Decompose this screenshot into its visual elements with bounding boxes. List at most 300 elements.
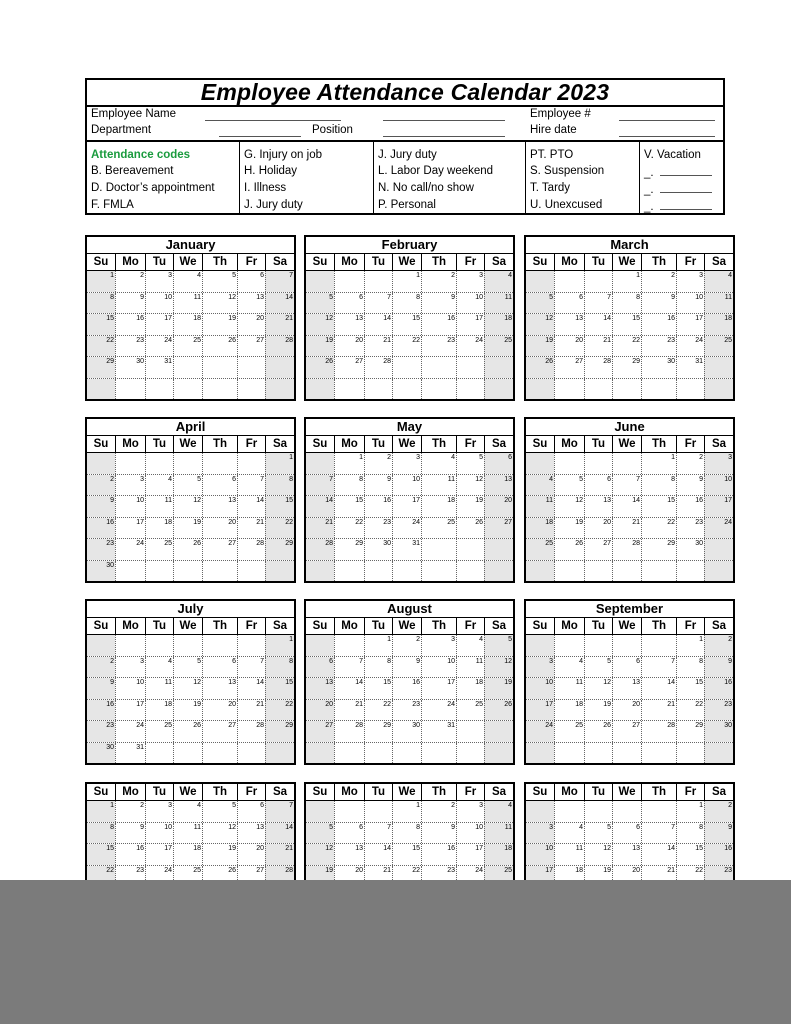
day-cell[interactable]: 20 — [612, 700, 641, 721]
day-cell[interactable]: 24 — [421, 700, 456, 721]
day-cell[interactable] — [456, 743, 484, 764]
day-cell[interactable] — [554, 635, 584, 656]
weekend-day-cell[interactable]: 2 — [87, 475, 115, 496]
weekend-day-cell[interactable] — [306, 743, 334, 764]
weekend-day-cell[interactable]: 22 — [87, 336, 115, 357]
day-cell[interactable]: 3 — [115, 657, 145, 678]
day-cell[interactable]: 16 — [676, 496, 704, 517]
day-cell[interactable]: 23 — [676, 518, 704, 539]
day-cell[interactable]: 20 — [202, 700, 237, 721]
day-cell[interactable]: 19 — [173, 700, 202, 721]
day-cell[interactable]: 25 — [145, 721, 173, 742]
day-cell[interactable]: 21 — [237, 700, 265, 721]
day-cell[interactable]: 13 — [554, 314, 584, 335]
day-cell[interactable]: 10 — [456, 823, 484, 844]
day-cell[interactable] — [612, 453, 641, 474]
day-cell[interactable] — [237, 635, 265, 656]
day-cell[interactable]: 2 — [676, 453, 704, 474]
day-cell[interactable]: 12 — [202, 293, 237, 314]
day-cell[interactable]: 27 — [554, 357, 584, 378]
weekend-day-cell[interactable]: 7 — [306, 475, 334, 496]
weekend-day-cell[interactable] — [265, 743, 294, 764]
day-cell[interactable]: 18 — [145, 518, 173, 539]
day-cell[interactable]: 31 — [421, 721, 456, 742]
day-cell[interactable]: 16 — [641, 314, 676, 335]
day-cell[interactable]: 25 — [145, 539, 173, 560]
weekend-day-cell[interactable]: 18 — [704, 314, 733, 335]
weekend-day-cell[interactable]: 20 — [484, 496, 513, 517]
weekend-day-cell[interactable]: 22 — [87, 866, 115, 887]
day-cell[interactable] — [145, 561, 173, 582]
day-cell[interactable]: 6 — [612, 657, 641, 678]
day-cell[interactable]: 3 — [115, 475, 145, 496]
day-cell[interactable] — [237, 379, 265, 400]
day-cell[interactable]: 13 — [334, 314, 364, 335]
day-cell[interactable]: 8 — [364, 657, 392, 678]
weekend-day-cell[interactable] — [526, 561, 554, 582]
weekend-day-cell[interactable]: 9 — [704, 657, 733, 678]
weekend-day-cell[interactable]: 27 — [484, 518, 513, 539]
day-cell[interactable]: 10 — [456, 293, 484, 314]
day-cell[interactable] — [641, 743, 676, 764]
weekend-day-cell[interactable]: 4 — [484, 801, 513, 822]
day-cell[interactable] — [421, 539, 456, 560]
day-cell[interactable]: 21 — [641, 866, 676, 887]
weekend-day-cell[interactable]: 9 — [704, 823, 733, 844]
day-cell[interactable]: 17 — [456, 314, 484, 335]
day-cell[interactable]: 19 — [202, 314, 237, 335]
day-cell[interactable]: 19 — [554, 518, 584, 539]
weekend-day-cell[interactable]: 19 — [526, 336, 554, 357]
day-cell[interactable]: 16 — [392, 678, 421, 699]
day-cell[interactable]: 1 — [392, 271, 421, 292]
day-cell[interactable] — [554, 379, 584, 400]
day-cell[interactable] — [202, 379, 237, 400]
weekend-day-cell[interactable]: 25 — [484, 336, 513, 357]
day-cell[interactable]: 8 — [392, 823, 421, 844]
day-cell[interactable] — [173, 357, 202, 378]
day-cell[interactable] — [554, 801, 584, 822]
weekend-day-cell[interactable] — [306, 801, 334, 822]
day-cell[interactable]: 28 — [237, 721, 265, 742]
day-cell[interactable] — [456, 539, 484, 560]
weekend-day-cell[interactable] — [306, 635, 334, 656]
weekend-day-cell[interactable]: 27 — [306, 721, 334, 742]
day-cell[interactable]: 6 — [334, 293, 364, 314]
day-cell[interactable] — [364, 561, 392, 582]
weekend-day-cell[interactable]: 9 — [87, 496, 115, 517]
day-cell[interactable] — [115, 453, 145, 474]
weekend-day-cell[interactable]: 30 — [704, 721, 733, 742]
day-cell[interactable]: 13 — [202, 496, 237, 517]
day-cell[interactable] — [334, 743, 364, 764]
day-cell[interactable]: 13 — [612, 844, 641, 865]
day-cell[interactable]: 12 — [456, 475, 484, 496]
weekend-day-cell[interactable]: 28 — [265, 866, 294, 887]
day-cell[interactable]: 8 — [334, 475, 364, 496]
day-cell[interactable] — [202, 453, 237, 474]
weekend-day-cell[interactable]: 14 — [306, 496, 334, 517]
weekend-day-cell[interactable]: 6 — [306, 657, 334, 678]
day-cell[interactable]: 3 — [145, 801, 173, 822]
day-cell[interactable] — [456, 561, 484, 582]
day-cell[interactable]: 7 — [641, 657, 676, 678]
weekend-day-cell[interactable]: 29 — [87, 357, 115, 378]
day-cell[interactable]: 3 — [676, 271, 704, 292]
day-cell[interactable]: 10 — [115, 678, 145, 699]
weekend-day-cell[interactable]: 20 — [306, 700, 334, 721]
day-cell[interactable]: 15 — [334, 496, 364, 517]
weekend-day-cell[interactable] — [526, 379, 554, 400]
day-cell[interactable]: 2 — [392, 635, 421, 656]
weekend-day-cell[interactable]: 4 — [484, 271, 513, 292]
day-cell[interactable]: 20 — [554, 336, 584, 357]
day-cell[interactable]: 16 — [421, 314, 456, 335]
day-cell[interactable]: 10 — [676, 293, 704, 314]
day-cell[interactable]: 17 — [676, 314, 704, 335]
day-cell[interactable]: 14 — [237, 678, 265, 699]
day-cell[interactable]: 11 — [421, 475, 456, 496]
day-cell[interactable]: 31 — [145, 357, 173, 378]
day-cell[interactable]: 12 — [554, 496, 584, 517]
day-cell[interactable] — [612, 743, 641, 764]
weekend-day-cell[interactable]: 11 — [526, 496, 554, 517]
day-cell[interactable]: 8 — [676, 823, 704, 844]
day-cell[interactable]: 21 — [641, 700, 676, 721]
day-cell[interactable]: 23 — [115, 866, 145, 887]
day-cell[interactable]: 26 — [202, 336, 237, 357]
day-cell[interactable]: 15 — [676, 678, 704, 699]
day-cell[interactable]: 7 — [641, 823, 676, 844]
day-cell[interactable]: 5 — [202, 271, 237, 292]
weekend-day-cell[interactable]: 17 — [526, 700, 554, 721]
day-cell[interactable]: 26 — [173, 721, 202, 742]
weekend-day-cell[interactable]: 19 — [484, 678, 513, 699]
day-cell[interactable]: 20 — [584, 518, 612, 539]
day-cell[interactable]: 21 — [364, 336, 392, 357]
day-cell[interactable]: 6 — [584, 475, 612, 496]
day-cell[interactable]: 8 — [612, 293, 641, 314]
weekend-day-cell[interactable]: 21 — [265, 314, 294, 335]
day-cell[interactable]: 7 — [237, 475, 265, 496]
day-cell[interactable]: 6 — [202, 657, 237, 678]
day-cell[interactable]: 21 — [237, 518, 265, 539]
day-cell[interactable]: 5 — [173, 657, 202, 678]
day-cell[interactable]: 22 — [334, 518, 364, 539]
day-cell[interactable]: 24 — [145, 336, 173, 357]
day-cell[interactable]: 25 — [554, 721, 584, 742]
day-cell[interactable]: 2 — [115, 271, 145, 292]
day-cell[interactable]: 6 — [237, 801, 265, 822]
weekend-day-cell[interactable]: 8 — [265, 475, 294, 496]
day-cell[interactable] — [584, 561, 612, 582]
custom-code-slot[interactable] — [644, 182, 712, 196]
day-cell[interactable]: 18 — [173, 844, 202, 865]
day-cell[interactable]: 9 — [392, 657, 421, 678]
day-cell[interactable]: 26 — [173, 539, 202, 560]
department-line[interactable] — [219, 136, 301, 137]
day-cell[interactable] — [421, 357, 456, 378]
weekend-day-cell[interactable]: 16 — [704, 844, 733, 865]
day-cell[interactable] — [334, 561, 364, 582]
weekend-day-cell[interactable]: 14 — [265, 823, 294, 844]
weekend-day-cell[interactable] — [704, 379, 733, 400]
day-cell[interactable]: 7 — [237, 657, 265, 678]
employee-name-line-2[interactable] — [383, 120, 505, 121]
employee-name-line[interactable] — [205, 120, 341, 121]
day-cell[interactable]: 15 — [364, 678, 392, 699]
day-cell[interactable]: 9 — [641, 293, 676, 314]
day-cell[interactable] — [202, 561, 237, 582]
day-cell[interactable] — [237, 561, 265, 582]
day-cell[interactable]: 24 — [676, 336, 704, 357]
day-cell[interactable]: 23 — [421, 866, 456, 887]
weekend-day-cell[interactable]: 1 — [87, 271, 115, 292]
day-cell[interactable]: 14 — [364, 844, 392, 865]
day-cell[interactable]: 27 — [202, 539, 237, 560]
weekend-day-cell[interactable]: 28 — [306, 539, 334, 560]
day-cell[interactable]: 20 — [612, 866, 641, 887]
custom-code-slot[interactable] — [644, 199, 712, 213]
weekend-day-cell[interactable]: 29 — [265, 721, 294, 742]
weekend-day-cell[interactable]: 22 — [265, 700, 294, 721]
day-cell[interactable]: 14 — [641, 678, 676, 699]
day-cell[interactable]: 1 — [334, 453, 364, 474]
day-cell[interactable]: 5 — [202, 801, 237, 822]
day-cell[interactable]: 26 — [202, 866, 237, 887]
day-cell[interactable]: 22 — [392, 336, 421, 357]
day-cell[interactable]: 14 — [334, 678, 364, 699]
day-cell[interactable]: 4 — [554, 823, 584, 844]
day-cell[interactable]: 25 — [421, 518, 456, 539]
weekend-day-cell[interactable]: 18 — [484, 314, 513, 335]
day-cell[interactable]: 27 — [202, 721, 237, 742]
day-cell[interactable]: 4 — [554, 657, 584, 678]
day-cell[interactable]: 22 — [364, 700, 392, 721]
weekend-day-cell[interactable] — [306, 453, 334, 474]
weekend-day-cell[interactable]: 3 — [704, 453, 733, 474]
weekend-day-cell[interactable]: 6 — [484, 453, 513, 474]
day-cell[interactable]: 5 — [584, 657, 612, 678]
day-cell[interactable]: 2 — [641, 271, 676, 292]
day-cell[interactable]: 2 — [421, 271, 456, 292]
day-cell[interactable]: 19 — [584, 866, 612, 887]
day-cell[interactable] — [641, 635, 676, 656]
day-cell[interactable]: 16 — [364, 496, 392, 517]
day-cell[interactable]: 31 — [676, 357, 704, 378]
day-cell[interactable]: 10 — [115, 496, 145, 517]
weekend-day-cell[interactable] — [704, 539, 733, 560]
day-cell[interactable]: 28 — [334, 721, 364, 742]
day-cell[interactable]: 1 — [641, 453, 676, 474]
day-cell[interactable] — [421, 561, 456, 582]
day-cell[interactable] — [364, 743, 392, 764]
weekend-day-cell[interactable]: 19 — [306, 336, 334, 357]
day-cell[interactable]: 2 — [421, 801, 456, 822]
day-cell[interactable]: 14 — [237, 496, 265, 517]
weekend-day-cell[interactable]: 19 — [306, 866, 334, 887]
day-cell[interactable]: 10 — [421, 657, 456, 678]
day-cell[interactable] — [237, 743, 265, 764]
day-cell[interactable]: 26 — [584, 721, 612, 742]
day-cell[interactable] — [641, 561, 676, 582]
weekend-day-cell[interactable] — [265, 357, 294, 378]
weekend-day-cell[interactable]: 4 — [526, 475, 554, 496]
day-cell[interactable] — [456, 721, 484, 742]
weekend-day-cell[interactable]: 5 — [306, 293, 334, 314]
weekend-day-cell[interactable] — [526, 271, 554, 292]
weekend-day-cell[interactable] — [265, 379, 294, 400]
day-cell[interactable] — [115, 635, 145, 656]
weekend-day-cell[interactable]: 26 — [526, 357, 554, 378]
day-cell[interactable] — [456, 379, 484, 400]
weekend-day-cell[interactable] — [87, 635, 115, 656]
weekend-day-cell[interactable]: 22 — [265, 518, 294, 539]
day-cell[interactable]: 24 — [115, 539, 145, 560]
day-cell[interactable]: 9 — [115, 823, 145, 844]
day-cell[interactable] — [173, 635, 202, 656]
day-cell[interactable]: 25 — [173, 866, 202, 887]
weekend-day-cell[interactable]: 10 — [526, 678, 554, 699]
day-cell[interactable] — [364, 801, 392, 822]
day-cell[interactable]: 27 — [237, 866, 265, 887]
day-cell[interactable]: 24 — [145, 866, 173, 887]
day-cell[interactable] — [202, 743, 237, 764]
day-cell[interactable]: 29 — [364, 721, 392, 742]
day-cell[interactable]: 17 — [115, 518, 145, 539]
day-cell[interactable]: 11 — [173, 823, 202, 844]
day-cell[interactable] — [115, 379, 145, 400]
day-cell[interactable]: 8 — [676, 657, 704, 678]
day-cell[interactable]: 4 — [456, 635, 484, 656]
day-cell[interactable]: 19 — [173, 518, 202, 539]
weekend-day-cell[interactable]: 15 — [265, 496, 294, 517]
day-cell[interactable]: 2 — [364, 453, 392, 474]
day-cell[interactable]: 31 — [115, 743, 145, 764]
weekend-day-cell[interactable]: 30 — [87, 561, 115, 582]
day-cell[interactable]: 22 — [612, 336, 641, 357]
day-cell[interactable]: 29 — [641, 539, 676, 560]
day-cell[interactable]: 5 — [173, 475, 202, 496]
day-cell[interactable]: 27 — [237, 336, 265, 357]
day-cell[interactable]: 28 — [584, 357, 612, 378]
day-cell[interactable]: 25 — [173, 336, 202, 357]
weekend-day-cell[interactable] — [526, 453, 554, 474]
day-cell[interactable]: 1 — [676, 801, 704, 822]
weekend-day-cell[interactable]: 23 — [87, 539, 115, 560]
weekend-day-cell[interactable]: 10 — [526, 844, 554, 865]
day-cell[interactable] — [584, 801, 612, 822]
day-cell[interactable]: 23 — [421, 336, 456, 357]
weekend-day-cell[interactable]: 2 — [704, 801, 733, 822]
day-cell[interactable]: 4 — [145, 657, 173, 678]
day-cell[interactable]: 11 — [456, 657, 484, 678]
day-cell[interactable]: 6 — [237, 271, 265, 292]
day-cell[interactable] — [145, 453, 173, 474]
day-cell[interactable]: 11 — [554, 678, 584, 699]
weekend-day-cell[interactable]: 12 — [306, 844, 334, 865]
day-cell[interactable]: 3 — [392, 453, 421, 474]
weekend-day-cell[interactable]: 28 — [265, 336, 294, 357]
day-cell[interactable]: 20 — [334, 866, 364, 887]
weekend-day-cell[interactable]: 11 — [704, 293, 733, 314]
day-cell[interactable]: 15 — [676, 844, 704, 865]
weekend-day-cell[interactable]: 21 — [265, 844, 294, 865]
day-cell[interactable]: 9 — [115, 293, 145, 314]
day-cell[interactable]: 3 — [421, 635, 456, 656]
weekend-day-cell[interactable]: 14 — [265, 293, 294, 314]
weekend-day-cell[interactable]: 26 — [306, 357, 334, 378]
day-cell[interactable]: 17 — [115, 700, 145, 721]
day-cell[interactable] — [145, 635, 173, 656]
weekend-day-cell[interactable]: 8 — [87, 293, 115, 314]
day-cell[interactable]: 11 — [554, 844, 584, 865]
weekend-day-cell[interactable]: 15 — [87, 844, 115, 865]
day-cell[interactable]: 9 — [364, 475, 392, 496]
weekend-day-cell[interactable]: 23 — [87, 721, 115, 742]
day-cell[interactable] — [676, 379, 704, 400]
weekend-day-cell[interactable] — [704, 561, 733, 582]
weekend-day-cell[interactable]: 15 — [87, 314, 115, 335]
day-cell[interactable]: 26 — [554, 539, 584, 560]
weekend-day-cell[interactable]: 1 — [265, 635, 294, 656]
day-cell[interactable]: 8 — [392, 293, 421, 314]
day-cell[interactable] — [554, 271, 584, 292]
day-cell[interactable]: 15 — [641, 496, 676, 517]
weekend-day-cell[interactable]: 7 — [265, 801, 294, 822]
weekend-day-cell[interactable]: 25 — [526, 539, 554, 560]
day-cell[interactable]: 18 — [145, 700, 173, 721]
day-cell[interactable]: 23 — [364, 518, 392, 539]
day-cell[interactable]: 27 — [334, 357, 364, 378]
day-cell[interactable]: 29 — [612, 357, 641, 378]
weekend-day-cell[interactable]: 4 — [704, 271, 733, 292]
day-cell[interactable]: 20 — [334, 336, 364, 357]
day-cell[interactable]: 9 — [676, 475, 704, 496]
weekend-day-cell[interactable]: 12 — [526, 314, 554, 335]
day-cell[interactable]: 4 — [173, 271, 202, 292]
day-cell[interactable]: 12 — [202, 823, 237, 844]
day-cell[interactable]: 22 — [676, 866, 704, 887]
day-cell[interactable]: 23 — [115, 336, 145, 357]
weekend-day-cell[interactable]: 21 — [306, 518, 334, 539]
day-cell[interactable]: 13 — [334, 844, 364, 865]
day-cell[interactable] — [173, 743, 202, 764]
day-cell[interactable]: 5 — [584, 823, 612, 844]
day-cell[interactable] — [554, 743, 584, 764]
day-cell[interactable]: 13 — [202, 678, 237, 699]
day-cell[interactable]: 22 — [676, 700, 704, 721]
weekend-day-cell[interactable]: 18 — [484, 844, 513, 865]
day-cell[interactable] — [173, 561, 202, 582]
day-cell[interactable] — [392, 561, 421, 582]
day-cell[interactable]: 9 — [421, 293, 456, 314]
day-cell[interactable] — [392, 357, 421, 378]
day-cell[interactable]: 1 — [364, 635, 392, 656]
weekend-day-cell[interactable]: 17 — [704, 496, 733, 517]
day-cell[interactable] — [145, 379, 173, 400]
day-cell[interactable]: 20 — [237, 314, 265, 335]
day-cell[interactable] — [173, 379, 202, 400]
day-cell[interactable] — [612, 801, 641, 822]
day-cell[interactable] — [364, 271, 392, 292]
weekend-day-cell[interactable]: 3 — [526, 657, 554, 678]
weekend-day-cell[interactable] — [484, 539, 513, 560]
day-cell[interactable]: 30 — [115, 357, 145, 378]
day-cell[interactable]: 22 — [392, 866, 421, 887]
day-cell[interactable]: 8 — [641, 475, 676, 496]
day-cell[interactable]: 7 — [612, 475, 641, 496]
